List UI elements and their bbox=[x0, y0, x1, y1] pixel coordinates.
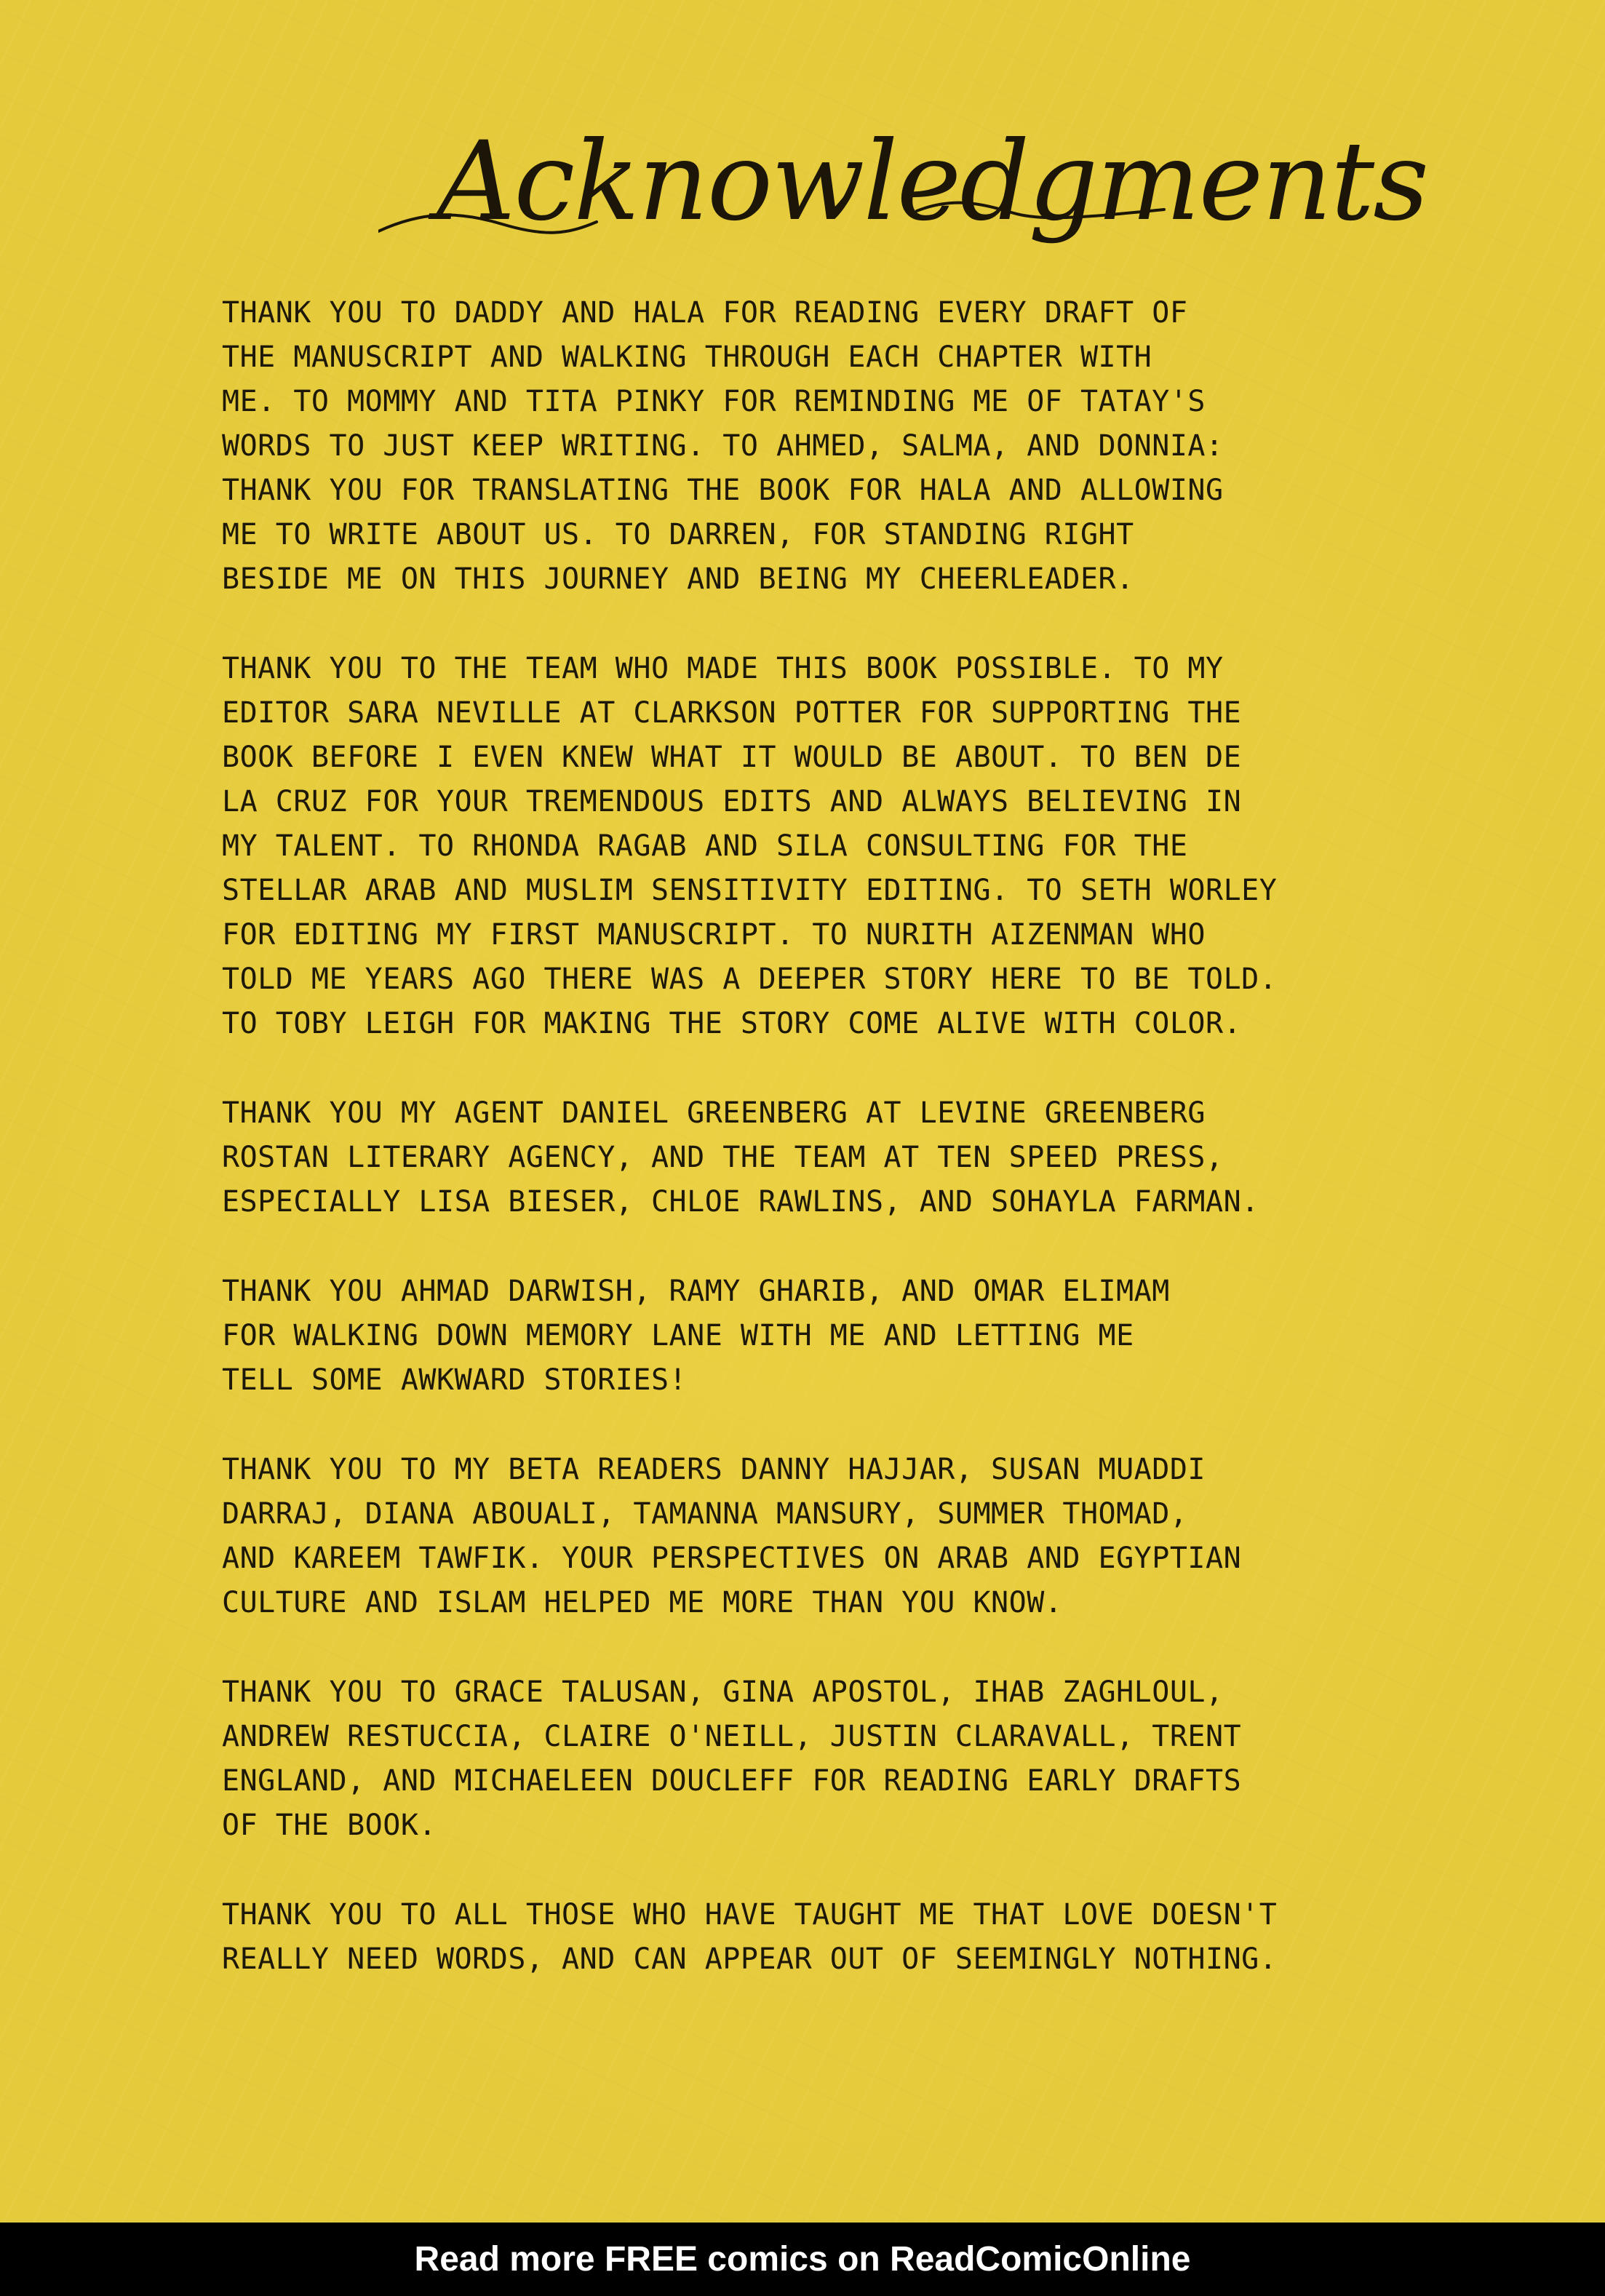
paragraph-line: THANK YOU TO ALL THOSE WHO HAVE TAUGHT ME THAT LOVE DOESN'T bbox=[222, 1898, 1278, 1932]
paragraph-line: BESIDE ME ON THIS JOURNEY AND BEING MY CHEERLEADER. bbox=[222, 562, 1134, 596]
promo-footer-bar bbox=[0, 2223, 1605, 2296]
title-block bbox=[378, 102, 1428, 262]
read-more-comics-link[interactable]: Read more FREE comics on ReadComicOnline bbox=[414, 2240, 1191, 2279]
paragraph-line: TOLD ME YEARS AGO THERE WAS A DEEPER STORY HERE TO BE TOLD. bbox=[222, 962, 1278, 996]
paragraph-line: ANDREW RESTUCCIA, CLAIRE O'NEILL, JUSTIN CLARAVALL, TRENT bbox=[222, 1720, 1242, 1753]
paragraph-line: THANK YOU MY AGENT DANIEL GREENBERG AT LEVINE GREENBERG bbox=[222, 1096, 1206, 1130]
acknowledgment-paragraph bbox=[222, 1269, 1386, 1403]
paragraph-line: ENGLAND, AND MICHAELEEN DOUCLEFF FOR READING EARLY DRAFTS bbox=[222, 1764, 1242, 1798]
paragraph-line: TO TOBY LEIGH FOR MAKING THE STORY COME ALIVE WITH COLOR. bbox=[222, 1007, 1242, 1040]
acknowledgment-paragraph bbox=[222, 1091, 1386, 1224]
paragraph-line: THANK YOU AHMAD DARWISH, RAMY GHARIB, AND OMAR ELIMAM bbox=[222, 1275, 1170, 1308]
paragraph-line: STELLAR ARAB AND MUSLIM SENSITIVITY EDITING. TO SETH WORLEY bbox=[222, 874, 1278, 907]
acknowledgments-body bbox=[222, 291, 1386, 2027]
acknowledgment-paragraph bbox=[222, 1448, 1386, 1625]
paragraph-line: LA CRUZ FOR YOUR TREMENDOUS EDITS AND ALWAYS BELIEVING IN bbox=[222, 785, 1242, 818]
acknowledgment-paragraph bbox=[222, 647, 1386, 1046]
paragraph-line: ROSTAN LITERARY AGENCY, AND THE TEAM AT TEN SPEED PRESS, bbox=[222, 1141, 1224, 1174]
paragraph-line: DARRAJ, DIANA ABOUALI, TAMANNA MANSURY, SUMMER THOMAD, bbox=[222, 1497, 1188, 1531]
acknowledgment-paragraph bbox=[222, 1893, 1386, 1982]
paragraph-line: CULTURE AND ISLAM HELPED ME MORE THAN YOU KNOW. bbox=[222, 1586, 1063, 1619]
paragraph-line: EDITOR SARA NEVILLE AT CLARKSON POTTER FOR SUPPORTING THE bbox=[222, 696, 1242, 730]
paragraph-line: WORDS TO JUST KEEP WRITING. TO AHMED, SALMA, AND DONNIA: bbox=[222, 429, 1224, 463]
paragraph-line: ESPECIALLY LISA BIESER, CHLOE RAWLINS, AND SOHAYLA FARMAN. bbox=[222, 1185, 1259, 1219]
page-title: Acknowledgments bbox=[437, 119, 1428, 245]
paragraph-line: THANK YOU TO GRACE TALUSAN, GINA APOSTOL, IHAB ZAGHLOUL, bbox=[222, 1675, 1224, 1709]
paragraph-line: THANK YOU TO DADDY AND HALA FOR READING EVERY DRAFT OF bbox=[222, 296, 1188, 330]
paragraph-line: ME. TO MOMMY AND TITA PINKY FOR REMINDING ME OF TATAY'S bbox=[222, 385, 1206, 418]
paragraph-line: FOR EDITING MY FIRST MANUSCRIPT. TO NURITH AIZENMAN WHO bbox=[222, 918, 1206, 952]
paragraph-line: THANK YOU TO MY BETA READERS DANNY HAJJAR, SUSAN MUADDI bbox=[222, 1453, 1206, 1486]
acknowledgment-paragraph bbox=[222, 291, 1386, 602]
paragraph-line: ME TO WRITE ABOUT US. TO DARREN, FOR STANDING RIGHT bbox=[222, 518, 1134, 551]
paragraph-line: THANK YOU FOR TRANSLATING THE BOOK FOR HALA AND ALLOWING bbox=[222, 474, 1224, 507]
paragraph-line: FOR WALKING DOWN MEMORY LANE WITH ME AND LETTING ME bbox=[222, 1319, 1134, 1352]
paragraph-line: THANK YOU TO THE TEAM WHO MADE THIS BOOK POSSIBLE. TO MY bbox=[222, 652, 1224, 685]
paragraph-line: TELL SOME AWKWARD STORIES! bbox=[222, 1363, 688, 1397]
paragraph-line: REALLY NEED WORDS, AND CAN APPEAR OUT OF SEEMINGLY NOTHING. bbox=[222, 1942, 1278, 1976]
paragraph-line: OF THE BOOK. bbox=[222, 1809, 437, 1842]
paragraph-line: THE MANUSCRIPT AND WALKING THROUGH EACH CHAPTER WITH bbox=[222, 340, 1152, 374]
paragraph-line: MY TALENT. TO RHONDA RAGAB AND SILA CONSULTING FOR THE bbox=[222, 829, 1188, 863]
paragraph-line: BOOK BEFORE I EVEN KNEW WHAT IT WOULD BE ABOUT. TO BEN DE bbox=[222, 741, 1242, 774]
paragraph-line: AND KAREEM TAWFIK. YOUR PERSPECTIVES ON ARAB AND EGYPTIAN bbox=[222, 1542, 1242, 1575]
acknowledgment-paragraph bbox=[222, 1670, 1386, 1848]
